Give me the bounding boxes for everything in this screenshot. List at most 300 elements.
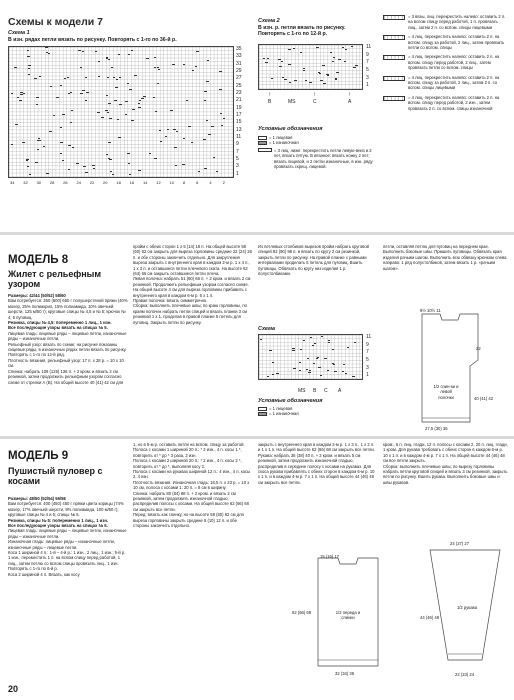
stitch-mark bbox=[196, 51, 198, 52]
stitch-mark bbox=[271, 78, 273, 79]
col-number: 2 bbox=[222, 180, 225, 185]
stitch-mark bbox=[38, 140, 40, 141]
stitch-mark bbox=[95, 51, 97, 52]
stitch-mark bbox=[208, 134, 210, 135]
row-number: 21 bbox=[236, 97, 242, 104]
stitch-mark bbox=[46, 173, 48, 174]
model9-strip2: Полоса с косами 2 шириной 20 п.: * 2 изн., 4 п. косы 2 *, повторить от * до *, выполняя косу 2. bbox=[133, 458, 242, 469]
model9-dim-side: 62 (66) 68 bbox=[292, 610, 312, 615]
stitch-mark bbox=[23, 93, 25, 94]
stitch-mark bbox=[28, 65, 30, 66]
stitch-mark bbox=[128, 54, 130, 55]
model8-pattern-diagram bbox=[400, 304, 500, 434]
stitch-mark bbox=[272, 362, 274, 363]
stitch-mark bbox=[29, 174, 31, 175]
stitch-mark bbox=[279, 66, 281, 67]
model9-cable1: Коса 1 шириной 4 п.: 1-й – 4-й р.: 1 изн., 2 лиц., 1 изн.; 5-й р. 1 изн., переместить 1 п. на вспом спицу перед работой, 1 лиц., затем петлю со вспом спицы провязать лиц., 1 изн. Повторять с 1-го по 6-й р. bbox=[8, 550, 126, 572]
stitch-mark bbox=[333, 57, 335, 58]
stitch-mark bbox=[342, 47, 344, 48]
stitch-mark bbox=[62, 114, 64, 115]
m8-label-b: B bbox=[313, 388, 317, 394]
model8-stock: Лицевая гладь: лицевые ряды – лицевые петли, изнаночные ряды – изнаночные петли. bbox=[8, 330, 127, 342]
knit-symbol-icon bbox=[258, 407, 267, 411]
legend7-title: Условные обозначения bbox=[258, 126, 323, 132]
stitch-mark bbox=[119, 77, 121, 78]
stitch-mark bbox=[85, 77, 87, 78]
stitch-mark bbox=[320, 375, 322, 376]
col-number: 28 bbox=[49, 180, 55, 185]
row-number: 33 bbox=[236, 53, 242, 60]
stitch-mark bbox=[35, 162, 37, 163]
stitch-mark bbox=[354, 342, 356, 343]
stitch-mark bbox=[326, 74, 328, 75]
row-number: 5 bbox=[236, 156, 239, 162]
stitch-mark bbox=[174, 147, 176, 148]
right-notes bbox=[383, 14, 508, 115]
stitch-mark bbox=[223, 118, 225, 119]
row-number: 7 bbox=[236, 148, 239, 155]
row-number: 11 bbox=[366, 334, 372, 340]
knit-symbol-icon bbox=[258, 136, 267, 140]
stitch-mark bbox=[149, 153, 151, 154]
stitch-mark bbox=[294, 80, 296, 81]
stitch-mark bbox=[138, 170, 140, 171]
model9-title: МОДЕЛЬ 9 bbox=[8, 450, 69, 462]
stitch-mark bbox=[299, 370, 301, 371]
stitch-mark bbox=[132, 109, 134, 110]
stitch-mark bbox=[160, 141, 162, 142]
stitch-mark bbox=[106, 154, 108, 155]
model8-scheme-labels bbox=[258, 382, 363, 396]
model8-back: Спинка: набрать 109 (126) 136 п. + 2 кром. и вязать 2 см резинкой, затем продолжить рельефным узором согласно схеме от стрелки А (В). На общей высоте 40 (41) 42 см для bbox=[8, 368, 124, 385]
stitch-mark bbox=[299, 362, 301, 363]
stitch-mark bbox=[82, 90, 84, 91]
stitch-mark bbox=[146, 58, 148, 59]
stitch-mark bbox=[98, 76, 100, 77]
stitch-mark bbox=[36, 97, 38, 98]
stitch-mark bbox=[39, 76, 41, 77]
model8-legend bbox=[258, 398, 368, 417]
stitch-mark bbox=[60, 153, 62, 154]
row-number: 13 bbox=[236, 126, 242, 133]
row-number: 3 bbox=[236, 163, 239, 170]
stitch-mark bbox=[293, 368, 295, 369]
model9-assembly: Сборка: выполнить плечевые швы; по вырезу горловины набрать петли круговой спицей и вязать 3 см резинкой, закрыть петли по рисунку. Вшить рукава. Выполнить боковые швы и швы рукавов. bbox=[383, 463, 508, 485]
stitch-mark bbox=[206, 81, 208, 82]
stitch-mark bbox=[219, 71, 221, 72]
cable-note-text: = 4 лиц. перекрестить налево: оставить 2 п. на вспом. спицу за работой, 2 лиц., затем провязать петли со вспом. спицы bbox=[408, 34, 505, 51]
stitch-mark bbox=[278, 59, 280, 60]
stitch-mark bbox=[220, 113, 222, 114]
stitch-mark bbox=[342, 371, 344, 372]
stitch-mark bbox=[143, 96, 145, 97]
scheme2-grid bbox=[258, 44, 363, 90]
stitch-mark bbox=[312, 345, 314, 346]
model8-materials: Вам потребуется: 350 (600) 650 г полушерстяной пряжи (40% мохер, 25% полиакрил, 15% полиамида, 10% овечьей шерсти, 125 м/50 г); круговые спицы № 4,5 и № 5; крючок № 4; 5 пуговиц. bbox=[8, 298, 128, 320]
row-number: 19 bbox=[236, 104, 242, 111]
stitch-mark bbox=[276, 373, 278, 374]
stitch-mark bbox=[127, 83, 129, 84]
stitch-mark bbox=[308, 372, 310, 373]
stitch-mark bbox=[113, 77, 115, 78]
col-number: 26 bbox=[63, 180, 68, 185]
model8-relief: Рельефный узор: вязать по схеме; на рисунке показаны лицевые ряды, в изнаночных рядах петли вязать по рисунку. Повторять с 1-го по 12-й ряд. bbox=[8, 341, 127, 358]
model9-col4 bbox=[383, 442, 508, 485]
stitch-mark bbox=[19, 100, 21, 101]
model9-sizes: Размеры: 48/50 (52/54) 56/58 bbox=[8, 496, 66, 501]
stitch-mark bbox=[332, 61, 334, 62]
stitch-mark bbox=[50, 86, 52, 87]
stitch-mark bbox=[155, 111, 157, 112]
row-number: 7 bbox=[366, 349, 369, 356]
model8-legend-knit: = 1 лицевая bbox=[258, 406, 368, 411]
model9-all-rows: Все последующие узоры вязать на спицах № 5. bbox=[8, 523, 108, 529]
model9-back: Спинка: набрать 80 (84) 88 п. + 2 кром. и вязать 2 см резинкой, затем продолжить изнаночной гладью, распределив полосы с косами. На общей высоте 62 (66) 68 см закрыть все петли. bbox=[133, 490, 249, 512]
model8-col4 bbox=[383, 244, 508, 271]
stitch-mark bbox=[26, 160, 28, 161]
stitch-mark bbox=[27, 56, 29, 57]
stitch-mark bbox=[198, 171, 200, 172]
stitch-mark bbox=[213, 157, 215, 158]
stitch-mark bbox=[219, 89, 221, 90]
row-number: 5 bbox=[366, 357, 369, 363]
stitch-mark bbox=[129, 89, 131, 90]
stitch-mark bbox=[82, 51, 84, 52]
row-number: 31 bbox=[236, 60, 242, 67]
model9-strip1: Полоса с косами 1 шириной 20 п.: * 2 изн., 4 п. косы 1 *, повторить от * до * 3 раза, 2 изн. bbox=[133, 447, 242, 458]
separator-1 bbox=[0, 232, 514, 235]
stitch-mark bbox=[60, 85, 62, 86]
model9-sleeves: Рукава: набрать 36 (38) 40 п. + 2 кром. и вязать 5 см резинкой, затем продолжить изнаночной гладью, распределив в середине полосу с косами на рукавах. Для скоса рукава прибавлять с обеих сторон в каждом 6-м р. 10 x 1 п. и в каждом 4-м р. 7 x 1 п. На общей высоте 44 (46) 48 см закрыть все петли. bbox=[258, 452, 375, 485]
stitch-mark bbox=[45, 47, 47, 48]
model8-scheme-rows bbox=[366, 334, 376, 380]
stitch-mark bbox=[109, 118, 111, 119]
stitch-mark bbox=[106, 58, 108, 59]
stitch-mark bbox=[310, 337, 312, 338]
stitch-mark bbox=[93, 168, 95, 169]
stitch-mark bbox=[272, 374, 274, 375]
model8-scheme-title: Схема bbox=[258, 326, 276, 332]
col-number: 32 bbox=[23, 180, 28, 185]
model8-dim-top: 9½ 10½ 11 bbox=[420, 308, 441, 313]
purl-symbol-icon bbox=[258, 412, 267, 416]
model8-scheme-grid bbox=[258, 334, 363, 380]
cable-note bbox=[383, 54, 508, 70]
stitch-mark bbox=[71, 110, 73, 111]
stitch-mark bbox=[355, 65, 357, 66]
stitch-mark bbox=[86, 92, 88, 93]
stitch-mark bbox=[127, 153, 129, 154]
stitch-mark bbox=[28, 68, 30, 69]
stitch-mark bbox=[14, 67, 16, 68]
model8-col3-text: Из петлевых столбиков вырезов пройм набрать круговой спицей 82 (90) 98 п. и вязать по кругу 2 см резинкой, закрыть петли по рисунку. На правой планке с равными интервалами проделать 5 петель для пуговиц. Вшить пуговицы. Обвязать по кругу низ изделия 1 р. полустолбиками. bbox=[258, 244, 370, 277]
stitch-mark bbox=[101, 117, 103, 118]
legend7-note: = 3 лиц. ниже: перекрестить петли левую-вниз и 2 пет, вязать пятую. В вязаное: вязать ножку 2 пет; вязать лицевой, и 2 петли изнаночные, в изн. ряду провязать скрещ. лицевой. bbox=[258, 148, 378, 170]
model9-col3 bbox=[258, 442, 376, 485]
stitch-mark bbox=[306, 369, 308, 370]
arrow-c: ↑ bbox=[313, 92, 316, 98]
row-number: 17 bbox=[236, 112, 242, 118]
stitch-mark bbox=[11, 144, 13, 145]
cable-symbol-icon bbox=[383, 35, 405, 40]
col-number: 18 bbox=[116, 180, 121, 185]
model8-title: МОДЕЛЬ 8 bbox=[8, 254, 69, 266]
model8-legend-purl: = 1 изнаночная bbox=[258, 411, 368, 416]
stitch-mark bbox=[60, 127, 62, 128]
label-ms: MS bbox=[288, 99, 296, 105]
cable-note-text: = 4 лиц. перекрестить налево: оставить 2 п. на вспом. спицу за работой, 2 лиц., затем 2 п. со вспом. спицы лицевыми bbox=[408, 74, 500, 91]
stitch-mark bbox=[318, 367, 320, 368]
scheme1-grid bbox=[8, 46, 234, 178]
stitch-mark bbox=[303, 340, 305, 341]
stitch-mark bbox=[78, 50, 80, 51]
stitch-mark bbox=[204, 91, 206, 92]
model9-reverse: Изнаночная гладь: лицевые ряды – изнаночные петли, изнаночные ряды – лицевые петли. bbox=[8, 539, 116, 550]
cable-symbol-icon bbox=[383, 76, 405, 81]
model9-front-label: 1/2 переда и спинки bbox=[335, 610, 361, 621]
stitch-mark bbox=[28, 74, 30, 75]
cable-note-text: = 4 лиц. перекрестить налево: оставить 2 п. на вспом. спицу перед работой, 2 лиц., затем провязать петли со вспом. спицы bbox=[408, 54, 500, 71]
m8-label-a: A bbox=[338, 388, 342, 394]
row-number: 11 bbox=[366, 44, 372, 50]
model8-sizes: Размеры: 42/44 (50/52) 58/60 bbox=[8, 293, 66, 298]
stitch-mark bbox=[328, 342, 330, 343]
stitch-mark bbox=[188, 126, 190, 127]
stitch-mark bbox=[323, 83, 325, 84]
stitch-mark bbox=[267, 376, 269, 377]
stitch-mark bbox=[72, 147, 74, 148]
stitch-mark bbox=[46, 52, 48, 53]
stitch-mark bbox=[322, 65, 324, 66]
scheme2-labels bbox=[258, 92, 363, 108]
model8-col3 bbox=[258, 244, 376, 276]
row-number: 9 bbox=[366, 341, 369, 348]
model8-all-rows: Все последующие узоры вязать на спицах № 5. bbox=[8, 325, 108, 331]
stitch-mark bbox=[207, 60, 209, 61]
model9-subtitle: Пушистый пуловер с косами bbox=[8, 466, 103, 486]
stitch-mark bbox=[85, 172, 87, 173]
stitch-mark bbox=[282, 77, 284, 78]
stitch-mark bbox=[119, 104, 121, 105]
stitch-mark bbox=[68, 93, 70, 94]
scheme1-col-numbers bbox=[8, 180, 234, 188]
stitch-mark bbox=[338, 59, 340, 60]
stitch-mark bbox=[141, 98, 143, 99]
stitch-mark bbox=[76, 163, 78, 164]
m8-label-c: C bbox=[324, 388, 328, 394]
stitch-mark bbox=[353, 67, 355, 68]
stitch-mark bbox=[56, 97, 58, 98]
stitch-mark bbox=[38, 138, 40, 139]
model8-dim-width: 27,5 (30) 36 bbox=[425, 426, 448, 431]
row-number: 27 bbox=[236, 75, 242, 82]
stitch-mark bbox=[70, 122, 72, 123]
stitch-mark bbox=[343, 364, 345, 365]
stitch-mark bbox=[303, 70, 305, 71]
col-number: 4 bbox=[209, 180, 212, 185]
stitch-mark bbox=[281, 61, 283, 62]
model8-rib: Резинка, спицы № 4,5: попеременно 1 лиц., 1 изн. bbox=[8, 320, 112, 326]
row-number: 11 bbox=[236, 134, 242, 140]
stitch-mark bbox=[112, 174, 114, 175]
stitch-mark bbox=[191, 142, 193, 143]
legend7-item-purl: = 1 изнаночная bbox=[258, 140, 378, 145]
stitch-mark bbox=[154, 158, 156, 159]
stitch-mark bbox=[134, 75, 136, 76]
stitch-mark bbox=[85, 100, 87, 101]
stitch-mark bbox=[265, 62, 267, 63]
stitch-mark bbox=[111, 67, 113, 68]
stitch-mark bbox=[183, 138, 185, 139]
row-number: 1 bbox=[366, 372, 369, 379]
stitch-mark bbox=[192, 70, 194, 71]
model9-col2 bbox=[133, 442, 253, 529]
stitch-mark bbox=[153, 97, 155, 98]
model9-dim-front-w: 32 (34) 36 bbox=[335, 671, 355, 676]
stitch-mark bbox=[131, 50, 133, 51]
col-number: 14 bbox=[142, 180, 148, 185]
stitch-mark bbox=[316, 358, 318, 359]
label-c: C bbox=[313, 99, 317, 105]
col-number: 20 bbox=[103, 180, 108, 185]
stitch-mark bbox=[108, 158, 110, 159]
row-number: 3 bbox=[366, 74, 369, 81]
model8-legend-title: Условные обозначения bbox=[258, 398, 323, 404]
col-number: 34 bbox=[10, 180, 15, 185]
stitch-mark bbox=[15, 124, 17, 125]
stitch-mark bbox=[154, 67, 156, 68]
stitch-mark bbox=[159, 130, 161, 131]
stitch-mark bbox=[27, 166, 29, 167]
stitch-mark bbox=[307, 358, 309, 359]
stitch-mark bbox=[128, 163, 130, 164]
stitch-mark bbox=[303, 68, 305, 69]
stitch-mark bbox=[351, 46, 353, 47]
scheme2-desc bbox=[258, 25, 368, 37]
stitch-mark bbox=[60, 142, 62, 143]
model8-right-front: Правая полочка: вязать симметрично. bbox=[133, 298, 208, 304]
stitch-mark bbox=[314, 343, 316, 344]
stitch-mark bbox=[110, 171, 112, 172]
schemes-section bbox=[0, 0, 514, 230]
stitch-mark bbox=[327, 75, 329, 76]
model9-front: Перед: вязать как спинку, но на высоте 58 (60) 62 см для выреза горловины закрыть средние 8 (10) 12 п. и обе стороны закончить отдельно. bbox=[133, 512, 244, 529]
arrow-a: ↑ bbox=[348, 92, 351, 98]
model9-density: Плотность вязания. Изнаночная гладь: 16,5 п. x 23 р. = 10 x 10 см, полоса с косами 1: 20 п. = 8 см в ширину. bbox=[133, 479, 250, 491]
col-number: 6 bbox=[196, 180, 199, 185]
model8-dim-side: 40 (41) 42 bbox=[474, 396, 494, 401]
scheme2-title: Схема 2 bbox=[258, 18, 280, 24]
stitch-mark bbox=[68, 169, 70, 170]
row-number: 1 bbox=[366, 82, 369, 89]
stitch-mark bbox=[316, 47, 318, 48]
stitch-mark bbox=[173, 129, 175, 130]
model8-pattern-label: 1/2 спин-ки и левой полочки bbox=[433, 384, 459, 400]
row-number: 25 bbox=[236, 82, 242, 89]
stitch-mark bbox=[309, 82, 311, 83]
stitch-mark bbox=[335, 79, 337, 80]
stitch-mark bbox=[216, 171, 218, 172]
col-number: 24 bbox=[76, 180, 81, 185]
stitch-mark bbox=[203, 139, 205, 140]
model9-dim-sleeve-w: 22 (23) 24 bbox=[455, 672, 475, 677]
scheme7-title: Схемы к модели 7 bbox=[8, 16, 103, 28]
stitch-mark bbox=[165, 136, 167, 137]
stitch-mark bbox=[186, 100, 188, 101]
legend7-item-knit: = 1 лицевая bbox=[258, 135, 378, 140]
stitch-mark bbox=[37, 149, 39, 150]
model9-col1 bbox=[8, 496, 128, 577]
model8-col4-text: петли, оставляя петлю для пуговиц на переднем крае. Выполнить боковые швы. Пришить пуговицы. Обвязать края изделия рачьим шагом. Выполнить всю обвязку крючком слева направо: 1 ряд полустолбиков, затем вязать 1 р. «рачьим шагом». bbox=[383, 244, 507, 271]
model9-col3a: закрыть с внутреннего края в каждом 2-м р. 1 x 3 п., 1 x 2 п. и 1 x 1 п. На общей высоте 62 (66) 68 см закрыть все петли. bbox=[258, 442, 375, 453]
col-number: 10 bbox=[169, 180, 174, 185]
stitch-mark bbox=[105, 110, 107, 111]
stitch-mark bbox=[206, 120, 208, 121]
stitch-mark bbox=[288, 64, 290, 65]
stitch-mark bbox=[62, 160, 64, 161]
stitch-mark bbox=[344, 61, 346, 62]
model9-materials: Вам потребуется: 400 (450) 450 г пряжи цвета корицы (74% мохер, 17% овечьей шерсти, 9% полиамида, 100 м/50 г); круговые спицы № 4 и 5; спицы № 5. bbox=[8, 501, 124, 518]
model8-assembly: Сборка: выполнить плечевые швы; по краю горловины, по краям полочек набрать петли спицей и вязать планки 3 см резинкой 1 x 1, проделав в правой планке 5 петель для пуговиц. Закрыть петли по рисунку. bbox=[133, 303, 248, 325]
page-number: 20 bbox=[8, 684, 19, 694]
row-number: 5 bbox=[366, 67, 369, 73]
stitch-mark bbox=[158, 69, 160, 70]
stitch-mark bbox=[80, 67, 82, 68]
stitch-mark bbox=[170, 110, 172, 111]
stitch-mark bbox=[309, 370, 311, 371]
cable-note bbox=[383, 34, 508, 50]
stitch-mark bbox=[319, 73, 321, 74]
stitch-mark bbox=[11, 93, 13, 94]
stitch-mark bbox=[129, 174, 131, 175]
cable-symbol-icon bbox=[383, 15, 405, 20]
stitch-mark bbox=[305, 80, 307, 81]
label-b: B bbox=[268, 99, 272, 105]
stitch-mark bbox=[352, 376, 354, 377]
scheme1-row-numbers bbox=[236, 46, 250, 178]
model9-col4-text: кром., 6 п. лиц. глади, 12 п. полосы с косами 2, 20 п. лиц. глади, 1 кром. Для рукава требовать с обеих сторон в каждом 6-м р. 10 x 1 п. и в каждом 4-м р. 7 x 1 п. На общей высоте 44 (46) 48 см все петли закрыть. bbox=[383, 442, 508, 464]
cable-symbol-icon bbox=[383, 55, 405, 60]
scheme2-row-numbers bbox=[366, 44, 376, 90]
stitch-mark bbox=[289, 82, 291, 83]
stitch-mark bbox=[195, 66, 197, 67]
cable-note bbox=[383, 95, 508, 111]
stitch-mark bbox=[204, 168, 206, 169]
stitch-mark bbox=[27, 50, 29, 51]
scheme1-title: Схема 1 bbox=[8, 30, 30, 36]
stitch-mark bbox=[48, 53, 50, 54]
scheme2-desc-text: В изн. р. петли вязать по рисунку. Повторять с 1-го по 12-й р. bbox=[258, 25, 346, 38]
purl-symbol-icon bbox=[258, 141, 267, 145]
stitch-mark bbox=[313, 363, 315, 364]
row-number: 23 bbox=[236, 90, 242, 96]
stitch-mark bbox=[97, 112, 99, 113]
col-number: 30 bbox=[36, 180, 42, 185]
cable-note-text: = 3 вязы, лиц. перекрестить налево: оставить 2 п. на вспом спицу перед работой, 1 п. провязать лиц., затем 2 п. со вспом. спицы лицевыми bbox=[408, 14, 506, 30]
col-number: 8 bbox=[182, 180, 186, 185]
model8-left-front: Левая полочка: набрать 51 (60) 66 п. + 2 кром. и вязать 2 см резинкой. Продолжить рельефным узором согласно схеме. На общей высоте 4 см для выреза горловины прибавить с внутреннего края в каждом 6-м р. 6 x 1 п. bbox=[133, 276, 251, 298]
stitch-mark bbox=[260, 339, 262, 340]
stitch-mark bbox=[293, 48, 295, 49]
stitch-mark bbox=[106, 95, 108, 96]
row-number: 3 bbox=[366, 364, 369, 371]
model9-cable2: Коса 2 шириной 4 п. Вязать, как косу bbox=[8, 571, 80, 577]
stitch-mark bbox=[330, 52, 332, 53]
stitch-mark bbox=[332, 349, 334, 350]
stitch-mark bbox=[118, 54, 120, 55]
cross-symbol-icon bbox=[258, 148, 272, 152]
stitch-mark bbox=[157, 83, 159, 84]
